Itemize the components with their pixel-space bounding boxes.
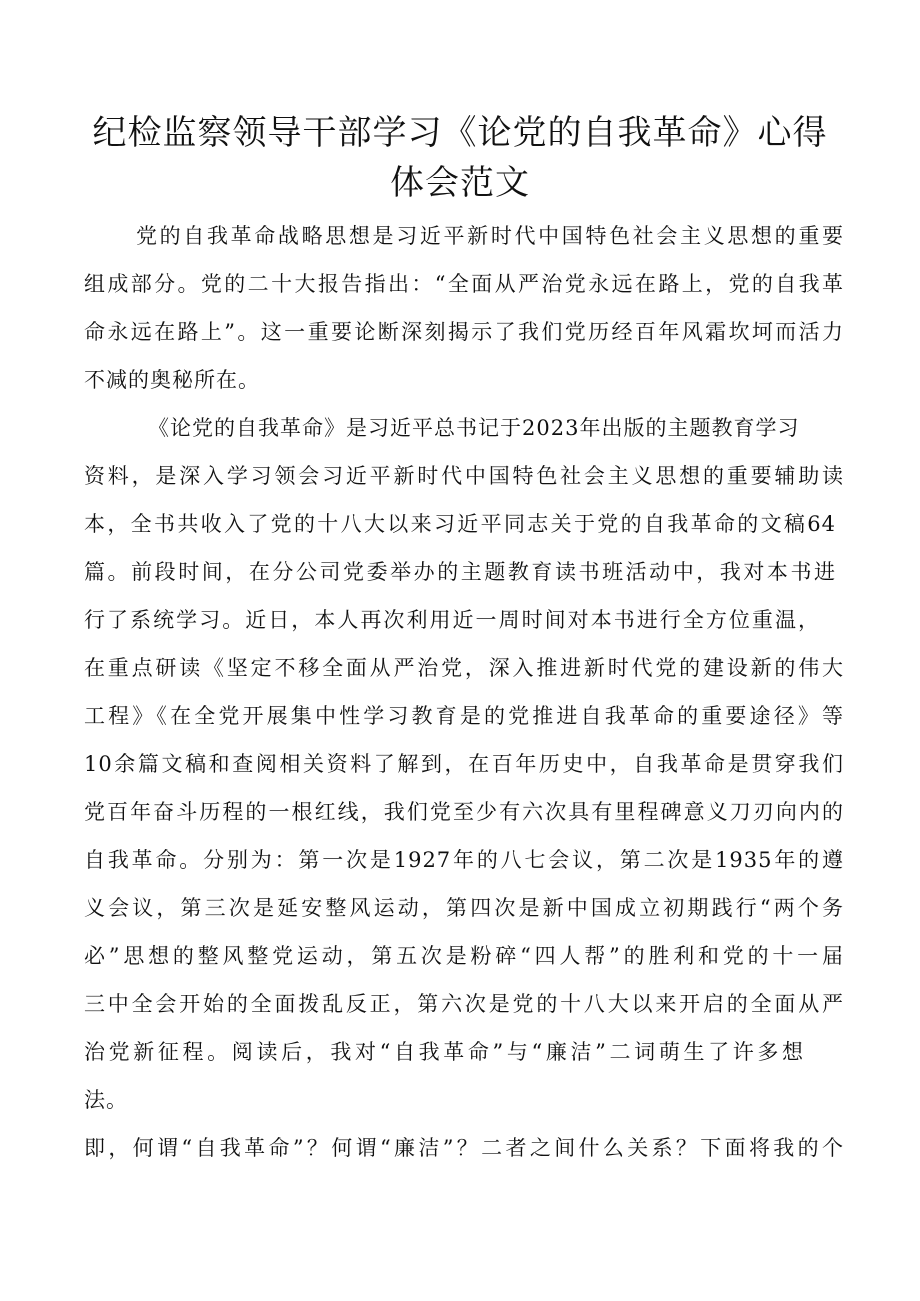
- title-line-1: 纪检监察领导干部学习《论党的自我革命》心得: [92, 113, 828, 153]
- text-line: 命永远在路上”。这一重要论断深刻揭示了我们党历经百年风霜坎坷而活力: [84, 320, 844, 344]
- text-line: 10余篇文稿和查阅相关资料了解到，在百年历史中，自我革命是贯穿我们: [84, 752, 844, 776]
- text-line: 工程》《在全党开展集中性学习教育是的党推进自我革命的重要途径》等: [84, 704, 844, 728]
- text-line: 本，全书共收入了党的十八大以来习近平同志关于党的自我革命的文稿64: [84, 512, 836, 536]
- text-line: 三中全会开始的全面拨乱反正，第六次是党的十八大以来开启的全面从严: [84, 992, 844, 1016]
- text-line: 行了系统学习。近日，本人再次利用近一周时间对本书进行全方位重温，: [84, 608, 820, 632]
- text-line: 资料，是深入学习领会习近平新时代中国特色社会主义思想的重要辅助读: [84, 464, 844, 488]
- text-line: 法。: [84, 1088, 128, 1112]
- text-line: 治党新征程。阅读后，我对“自我革命”与“廉洁”二词萌生了许多想: [84, 1040, 804, 1064]
- paragraph-3: [84, 1124, 844, 1172]
- text-line: 《论党的自我革命》是习近平总书记于2023年出版的主题教育学习: [148, 416, 800, 440]
- text-line: 即，何谓“自我革命”？何谓“廉洁”？二者之间什么关系？下面将我的个: [84, 1136, 844, 1160]
- paragraph-2: [84, 404, 844, 1124]
- title-line-2: 体会范文: [390, 163, 530, 203]
- text-line: 党百年奋斗历程的一根红线，我们党至少有六次具有里程碑意义刀刃向内的: [84, 800, 844, 824]
- document-body: [84, 212, 844, 1172]
- text-line: 义会议，第三次是延安整风运动，第四次是新中国成立初期践行“两个务: [84, 896, 844, 920]
- text-line: 党的自我革命战略思想是习近平新时代中国特色社会主义思想的重要: [136, 224, 844, 248]
- text-line: 自我革命。分别为：第一次是1927年的八七会议，第二次是1935年的遵: [84, 848, 844, 872]
- text-line: 不减的奥秘所在。: [84, 368, 260, 392]
- text-line: 在重点研读《坚定不移全面从严治党，深入推进新时代党的建设新的伟大: [84, 656, 844, 680]
- paragraph-1: [84, 212, 844, 404]
- text-line: 篇。前段时间，在分公司党委举办的主题教育读书班活动中，我对本书进: [84, 560, 836, 584]
- text-line: 组成部分。党的二十大报告指出：“全面从严治党永远在路上，党的自我革: [84, 272, 844, 296]
- document-title: [0, 108, 920, 208]
- text-line: 必”思想的整风整党运动，第五次是粉碎“四人帮”的胜利和党的十一届: [84, 944, 844, 968]
